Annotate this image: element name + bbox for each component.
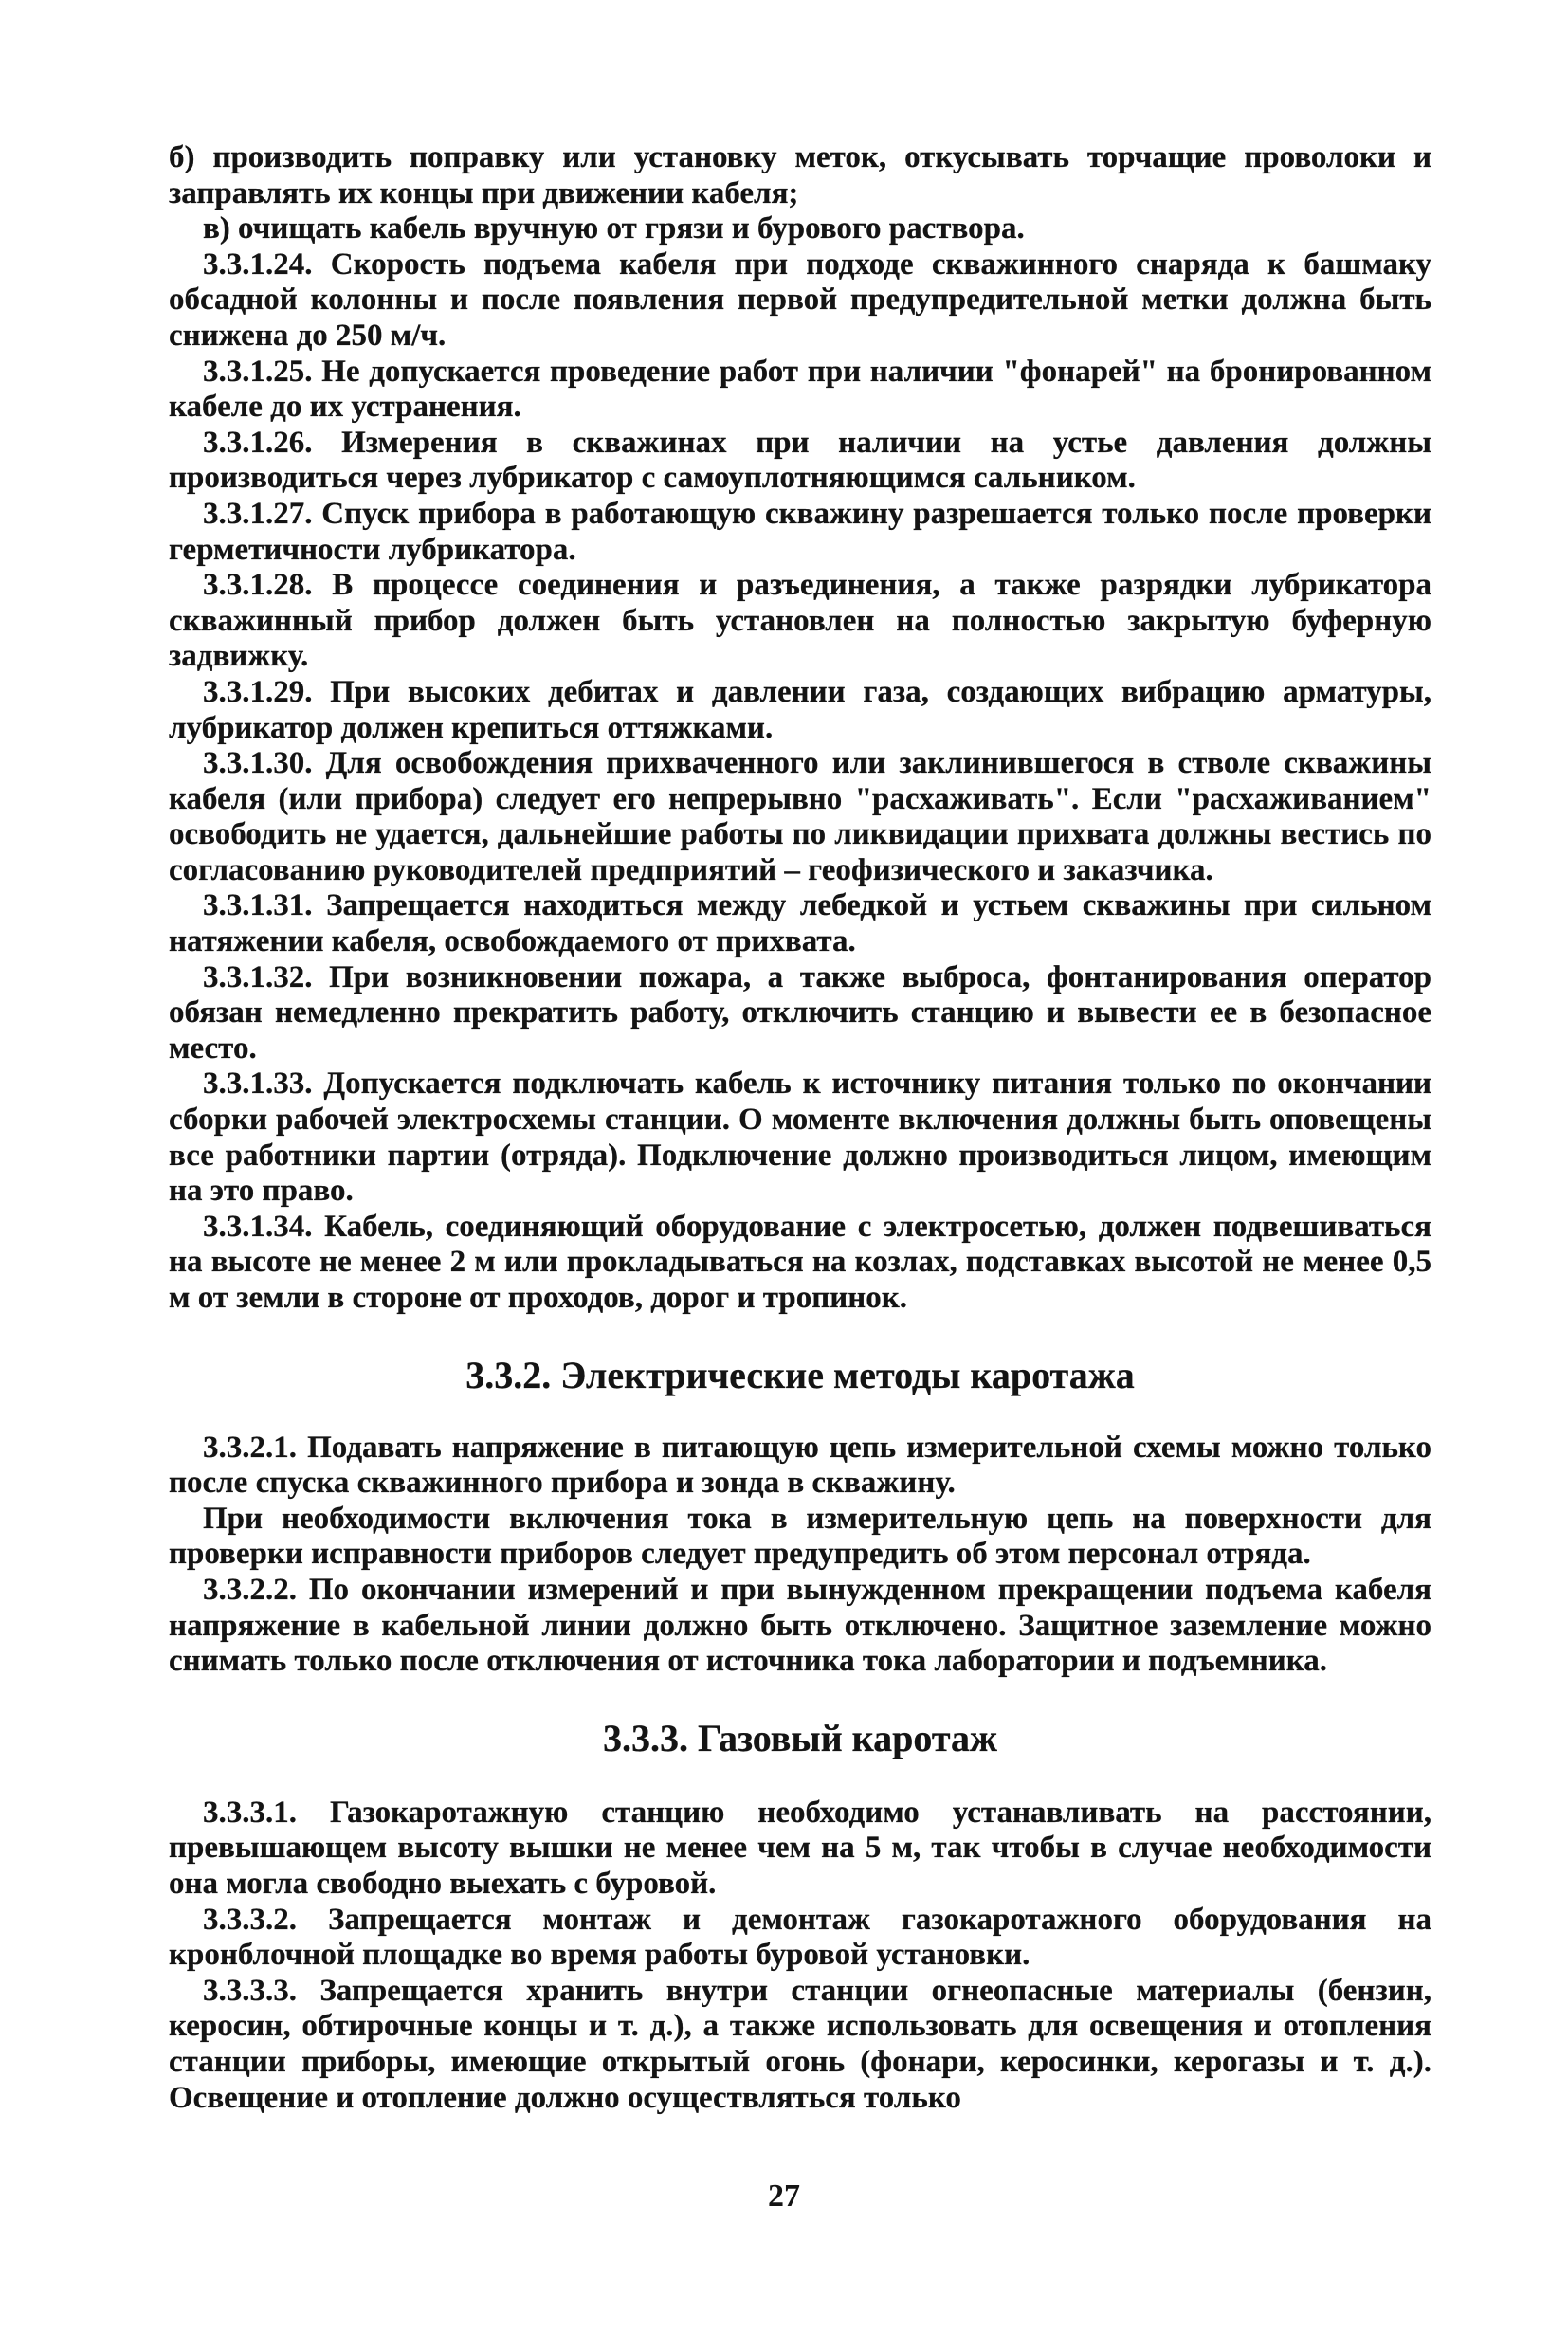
paragraph-3-3-3-3: 3.3.3.3. Запрещается хранить внутри станции огнеопасные материалы (бензин, керосин, обтирочные концы и т. д.), а также использовать для освещения и отопления станции приборы, имеющие открытый огонь (фонари, керосинки, керогазы и т. д.). Освещение и отопление должно осуществляться только (169, 1973, 1431, 2115)
paragraph-3-3-1-25: 3.3.1.25. Не допускается проведение работ при наличии "фонарей" на бронированном кабеле до их устранения. (169, 354, 1431, 425)
paragraph-3-3-2-2: 3.3.2.2. По окончании измерений и при вынужденном прекращении подъема кабеля напряжение в кабельной линии должно быть отключено. Защитное заземление можно снимать только после отключения от источника тока лаборатории и подъемника. (169, 1572, 1431, 1679)
paragraph-3-3-3-1: 3.3.3.1. Газокаротажную станцию необходимо устанавливать на расстоянии, превышающем высоту вышки не менее чем на 5 м, так чтобы в случае необходимости она могла свободно выехать с буровой. (169, 1795, 1431, 1901)
paragraph-3-3-1-29: 3.3.1.29. При высоких дебитах и давлении газа, создающих вибрацию арматуры, лубрикатор должен крепиться оттяжками. (169, 674, 1431, 745)
paragraph-3-3-1-28: 3.3.1.28. В процессе соединения и разъединения, а также разрядки лубрикатора скважинный прибор должен быть установлен на полностью закрытую буферную задвижку. (169, 568, 1431, 674)
document-page (169, 140, 1431, 2116)
paragraph-3-3-1-26: 3.3.1.26. Измерения в скважинах при наличии на устье давления должны производиться через лубрикатор с самоуплотняющимся сальником. (169, 425, 1431, 496)
paragraph-3-3-1-33: 3.3.1.33. Допускается подключать кабель к источнику питания только по окончании сборки рабочей электросхемы станции. О моменте включения должны быть оповещены все работники партии (отряда). Подключение должно производиться лицом, имеющим на это право. (169, 1067, 1431, 1209)
paragraph-3-3-3-2: 3.3.3.2. Запрещается монтаж и демонтаж газокаротажного оборудования на кронблочной площадке во время работы буровой установки. (169, 1902, 1431, 1973)
section-heading-3-3-2: 3.3.2. Электрические методы каротажа (465, 1353, 1135, 1396)
paragraph-3-3-1-34: 3.3.1.34. Кабель, соединяющий оборудование с электросетью, должен подвешиваться на высоте не менее 2 м или прокладываться на козлах, подставках высотой не менее 0,5 м от земли в стороне от проходов, дорог и тропинок. (169, 1209, 1431, 1315)
section-heading-3-3-3: 3.3.3. Газовый каротаж (603, 1716, 997, 1759)
paragraph-b: б) производить поправку или установку меток, откусывать торчащие проволоки и заправлять их концы при движении кабеля; (169, 140, 1431, 210)
page-number: 27 (768, 2179, 800, 2214)
paragraph-3-3-1-30: 3.3.1.30. Для освобождения прихваченного или заклинившегося в стволе скважины кабеля (или прибора) следует его непрерывно "расхаживать". Если "расхаживанием" освободить не удается, дальнейшие работы по ликвидации прихвата должны вестись по согласованию руководителей предприятий – геофизического и заказчика. (169, 746, 1431, 887)
paragraph-v: в) очищать кабель вручную от грязи и бурового раствора. (203, 211, 1025, 246)
paragraph-current-check: При необходимости включения тока в измерительную цепь на поверхности для проверки исправности приборов следует предупредить об этом персонал отряда. (169, 1501, 1431, 1572)
paragraph-3-3-1-24: 3.3.1.24. Скорость подъема кабеля при подходе скважинного снаряда к башмаку обсадной колонны и после появления первой предупредительной метки должна быть снижена до 250 м/ч. (169, 246, 1431, 353)
paragraph-3-3-1-32: 3.3.1.32. При возникновении пожара, а также выброса, фонтанирования оператор обязан немедленно прекратить работу, отключить станцию и вывести ее в безопасное место. (169, 959, 1431, 1066)
paragraph-3-3-2-1: 3.3.2.1. Подавать напряжение в питающую цепь измерительной схемы можно только после спуска скважинного прибора и зонда в скважину. (169, 1430, 1431, 1501)
paragraph-3-3-1-27: 3.3.1.27. Спуск прибора в работающую скважину разрешается только после проверки герметичности лубрикатора. (169, 496, 1431, 567)
paragraph-3-3-1-31: 3.3.1.31. Запрещается находиться между лебедкой и устьем скважины при сильном натяжении кабеля, освобождаемого от прихвата. (169, 888, 1431, 959)
